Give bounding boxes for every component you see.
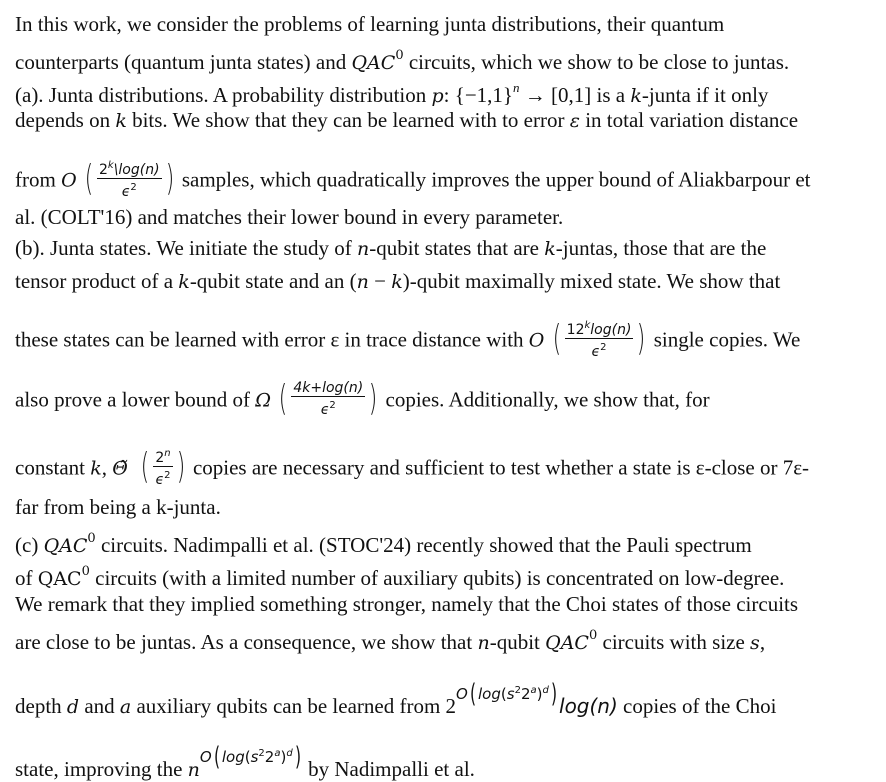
exp-s-sq: 2	[258, 748, 265, 759]
text: ,	[759, 630, 766, 654]
text: circuits. Nadimpalli et al. (STOC'24) recently showed that the Pauli spectrum	[95, 533, 752, 557]
text: far from being a k-junta.	[15, 495, 221, 519]
big-o: O	[61, 169, 77, 192]
num-rest: log(n)	[590, 322, 632, 338]
text: state, improving the	[15, 757, 188, 781]
math-var: k	[630, 85, 642, 107]
text: In this work, we consider the problems of learning junta distributions, their quantum	[15, 12, 725, 36]
den-exp: 2	[164, 470, 171, 481]
superscript: 0	[81, 564, 90, 579]
abstract-line-13	[15, 527, 752, 557]
num-rest: \log(n)	[113, 162, 160, 178]
exp-two: 2	[264, 748, 275, 766]
abstract-line-6	[15, 205, 563, 229]
fraction	[97, 158, 162, 201]
math-text: : {−1,1}	[443, 83, 513, 107]
superscript: 0	[588, 628, 598, 643]
big-o: O	[528, 329, 545, 352]
denominator	[153, 467, 172, 489]
text: -qubit	[489, 630, 546, 654]
den-exp: 2	[600, 342, 607, 353]
text: circuits (with a limited number of auxiliary qubits) is concentrated on low-degree.	[89, 566, 785, 590]
math-var: d	[66, 696, 80, 718]
text: -junta if it only	[641, 83, 769, 107]
text: (b). Junta states. We initiate the study of	[15, 236, 358, 260]
abstract-line-18	[15, 742, 475, 781]
right-paren: )	[550, 679, 557, 709]
text: (a). Junta distributions. A probability distribution	[15, 83, 432, 107]
text: al. (COLT'16) and matches their lower bound in every parameter.	[15, 205, 564, 229]
text: depends on	[15, 108, 116, 132]
text: in total variation distance	[579, 108, 799, 132]
abstract-line-17	[15, 679, 777, 718]
qac-symbol	[43, 531, 96, 557]
numerator	[153, 446, 172, 467]
denominator	[97, 179, 162, 201]
num-exp: k	[584, 320, 591, 331]
den-eps: ϵ	[320, 402, 330, 418]
right-paren: )	[176, 445, 185, 487]
text: → [0,1] is a	[519, 83, 631, 107]
exp-d: d	[542, 685, 549, 696]
right-paren: )	[294, 742, 301, 772]
math-var: k	[544, 238, 556, 260]
left-paren: (	[552, 317, 561, 359]
math-var: k	[178, 271, 190, 293]
fraction	[153, 446, 172, 489]
superscript: 0	[87, 531, 96, 546]
text: auxiliary qubits can be learned from 2	[131, 694, 457, 718]
den-exp: 2	[130, 182, 137, 193]
math-var: n	[356, 271, 369, 293]
exp-s-sq: 2	[514, 685, 521, 696]
text: -juntas, those that are the	[555, 236, 767, 260]
den-eps: ϵ	[155, 472, 165, 488]
exponent-expression	[456, 679, 559, 709]
abstract-line-2	[15, 44, 790, 74]
num-exp: k	[107, 160, 114, 171]
math-var: k	[115, 110, 127, 132]
math-var: p	[431, 85, 444, 107]
qac-text: QAC	[545, 632, 589, 654]
math-var: k	[90, 457, 102, 480]
right-paren: )	[637, 317, 646, 359]
paren: (	[244, 748, 251, 766]
left-paren: (	[213, 742, 220, 772]
den-eps: ϵ	[121, 184, 131, 200]
denominator	[291, 397, 365, 419]
paren: (	[500, 685, 507, 703]
abstract-line-8	[15, 269, 780, 293]
right-paren: )	[165, 157, 174, 199]
exp-a: a	[274, 748, 281, 759]
numerator: 4k+log(n)	[293, 380, 364, 396]
paren: )	[536, 685, 543, 703]
text: bits. We show that they can be learned with to error	[126, 108, 570, 132]
exp-s: s	[250, 748, 259, 766]
fraction	[291, 380, 365, 419]
qac-symbol	[37, 564, 90, 590]
right-paren: )	[369, 377, 378, 419]
exponent-expression	[199, 742, 303, 772]
math-var: ε	[569, 110, 580, 132]
math-var: a	[119, 696, 132, 718]
num-exp: n	[164, 448, 171, 459]
math-var: s	[750, 632, 760, 654]
exp-d: d	[286, 748, 293, 759]
left-paren: (	[141, 445, 150, 487]
numerator	[97, 158, 162, 179]
text: -qubit states that are	[369, 236, 545, 260]
log-n: log(n)	[559, 694, 618, 718]
left-paren: (	[279, 377, 288, 419]
num-base: 2	[155, 450, 165, 466]
abstract-line-7	[15, 236, 766, 260]
text: copies of the Choi	[617, 694, 777, 718]
exp-a: a	[530, 685, 537, 696]
text: are close to be juntas. As a consequence, we show that	[15, 630, 478, 654]
abstract-line-15	[15, 592, 798, 616]
text: circuits, which we show to be close to juntas.	[403, 50, 790, 74]
left-paren: (	[84, 157, 94, 199]
den-exp: 2	[329, 400, 336, 411]
text: counterparts (quantum junta states) and	[15, 50, 352, 74]
text: We remark that they implied something stronger, namely that the Choi states of those circuits	[15, 592, 799, 616]
qac-text: QAC	[37, 568, 82, 590]
big-o: O	[456, 685, 468, 703]
denominator	[565, 339, 634, 361]
text: depth	[15, 694, 67, 718]
math-text: −	[368, 269, 392, 293]
qac-text: QAC	[351, 52, 396, 74]
exp-log: log	[478, 685, 501, 703]
abstract-line-14	[15, 560, 785, 590]
num-base: 12	[566, 322, 585, 338]
text: these states can be learned with error ε in trace distance with	[15, 327, 529, 352]
abstract-line-16	[15, 624, 766, 654]
exp-log: log	[221, 748, 245, 766]
text: samples, which quadratically improves the upper bound of Aliakbarpour et	[176, 167, 811, 192]
text: ,	[101, 455, 113, 480]
abstract-line-9	[15, 317, 801, 360]
text: copies are necessary and sufficient to test whether a state is ε-close or 7ε-	[187, 455, 810, 480]
math-var: n	[357, 238, 370, 260]
text: and	[79, 694, 120, 718]
big-theta-tilde: Θ̃	[112, 457, 128, 480]
math-var: k	[391, 271, 403, 293]
num-base: 2	[98, 162, 108, 178]
abstract-line-4	[15, 108, 798, 132]
text: single copies. We	[648, 327, 801, 352]
text: copies. Additionally, we show that, for	[380, 387, 710, 412]
math-var: n	[187, 759, 200, 781]
qac-symbol	[351, 48, 404, 74]
qac-text: QAC	[43, 535, 88, 557]
numerator	[565, 318, 634, 339]
abstract-line-1	[15, 12, 724, 36]
den-eps: ϵ	[591, 344, 601, 360]
text: )-qubit maximally mixed state. We show that	[402, 269, 781, 293]
math-var: n	[477, 632, 490, 654]
text: also prove a lower bound of	[15, 387, 256, 412]
fraction	[565, 318, 634, 361]
text: of	[15, 566, 38, 590]
big-o: O	[199, 748, 212, 766]
abstract-line-11	[15, 445, 810, 488]
abstract-line-10	[15, 377, 710, 419]
exp-two: 2	[520, 685, 531, 703]
text: tensor product of a	[15, 269, 179, 293]
text: by Nadimpalli et al.	[302, 757, 475, 781]
text: constant	[15, 455, 91, 480]
text: circuits with size	[597, 630, 751, 654]
exp-s: s	[506, 685, 515, 703]
text: from	[15, 167, 62, 192]
qac-symbol	[545, 628, 598, 654]
abstract-line-12	[15, 495, 221, 519]
big-omega: Ω	[255, 389, 272, 412]
text: -qubit state and an (	[189, 269, 357, 293]
superscript: 0	[395, 48, 404, 63]
abstract-line-3	[15, 76, 769, 107]
text: (c)	[15, 533, 44, 557]
abstract-line-5	[15, 157, 811, 200]
left-paren: (	[469, 679, 476, 709]
paren: )	[280, 748, 287, 766]
superscript: n	[513, 80, 520, 95]
